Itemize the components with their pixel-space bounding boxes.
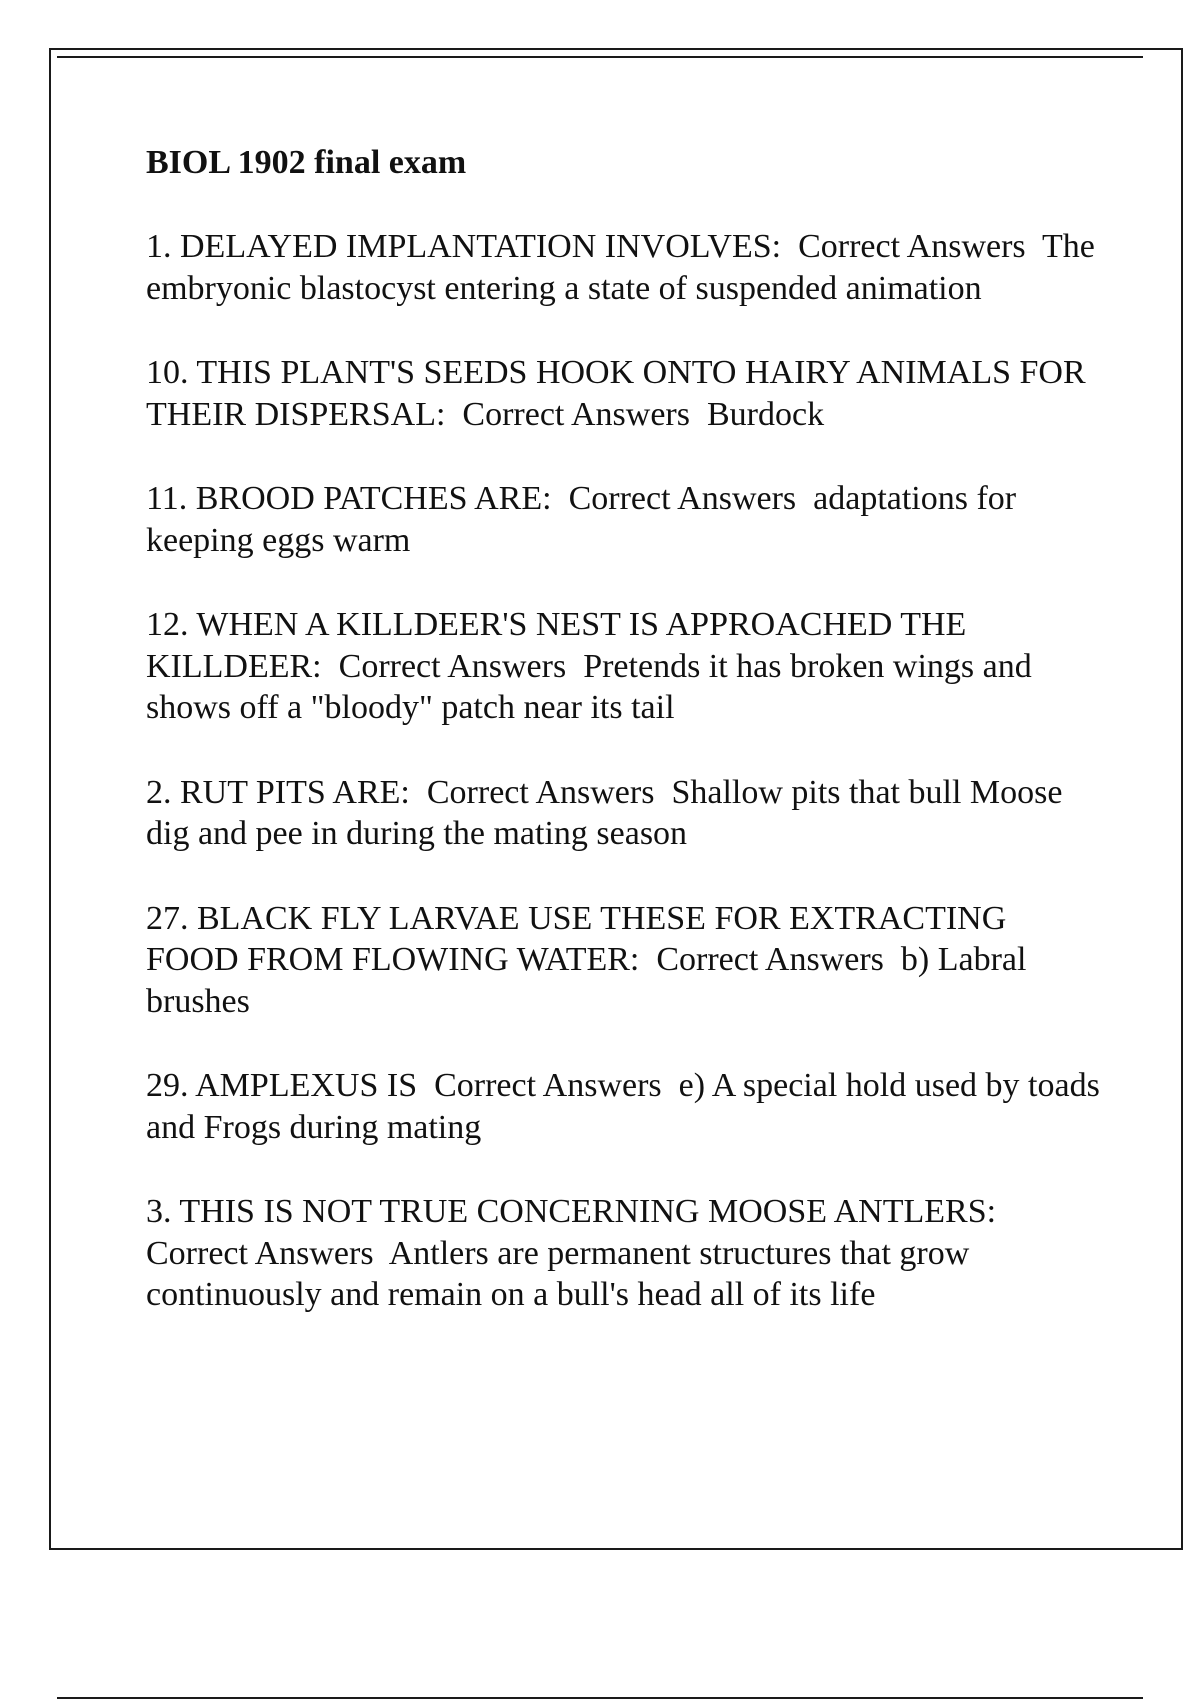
- answer-text: adaptations for keeping eggs warm: [146, 480, 1017, 559]
- answer-text: Shallow pits that bull Moose dig and pee in during the mating season: [146, 773, 1063, 852]
- qa-item-10: [146, 352, 1106, 435]
- answer-text: The embryonic blastocyst entering a state of suspended animation: [146, 228, 1095, 307]
- top-rule: [57, 56, 1143, 58]
- qa-item-11: [146, 478, 1106, 561]
- question-text: 12. WHEN A KILLDEER'S NEST IS APPROACHED THE KILLDEER:: [146, 606, 967, 685]
- answer-label: Correct Answers: [656, 941, 884, 978]
- question-text: 1. DELAYED IMPLANTATION INVOLVES:: [146, 228, 782, 265]
- answer-label: Correct Answers: [146, 1234, 374, 1272]
- answer-text: e) A special hold used by toads and Frogs during mating: [146, 1067, 1100, 1146]
- question-text: 29. AMPLEXUS IS: [146, 1067, 418, 1104]
- answer-text: b) Labral brushes: [146, 941, 1027, 1020]
- question-text: 11. BROOD PATCHES ARE:: [146, 480, 552, 517]
- qa-item-27: [146, 898, 1106, 1023]
- answer-label: Correct Answers: [568, 480, 797, 517]
- answer-text: Burdock: [706, 395, 825, 433]
- question-text: 3. THIS IS NOT TRUE CONCERNING MOOSE ANTLERS:: [146, 1193, 997, 1230]
- answer-text: Pretends it has broken wings and shows off a "bloody" patch near its tail: [146, 647, 1032, 726]
- question-text: 27. BLACK FLY LARVAE USE THESE FOR EXTRACTING FOOD FROM FLOWING WATER:: [146, 899, 1007, 978]
- answer-text: Antlers are permanent structures that grow continuously and remain on a bull's head all of its life: [146, 1234, 970, 1313]
- bottom-rule: [57, 1697, 1143, 1699]
- qa-item-12: [146, 604, 1106, 729]
- qa-item-2: [146, 772, 1106, 855]
- question-text: 10. THIS PLANT'S SEEDS HOOK ONTO HAIRY ANIMALS FOR THEIR DISPERSAL:: [146, 354, 1086, 433]
- qa-item-29: [146, 1065, 1106, 1148]
- qa-item-3: [146, 1191, 1106, 1316]
- question-text: 2. RUT PITS ARE:: [146, 773, 410, 811]
- answer-label: Correct Answers: [462, 395, 690, 433]
- answer-label: Correct Answers: [338, 647, 567, 685]
- answer-label: Correct Answers: [434, 1067, 662, 1104]
- document-title: BIOL 1902 final exam: [146, 144, 467, 181]
- answer-label: Correct Answers: [798, 228, 1026, 265]
- qa-item-1: [146, 226, 1106, 309]
- answer-label: Correct Answers: [426, 773, 655, 811]
- document-body: [146, 142, 1106, 1359]
